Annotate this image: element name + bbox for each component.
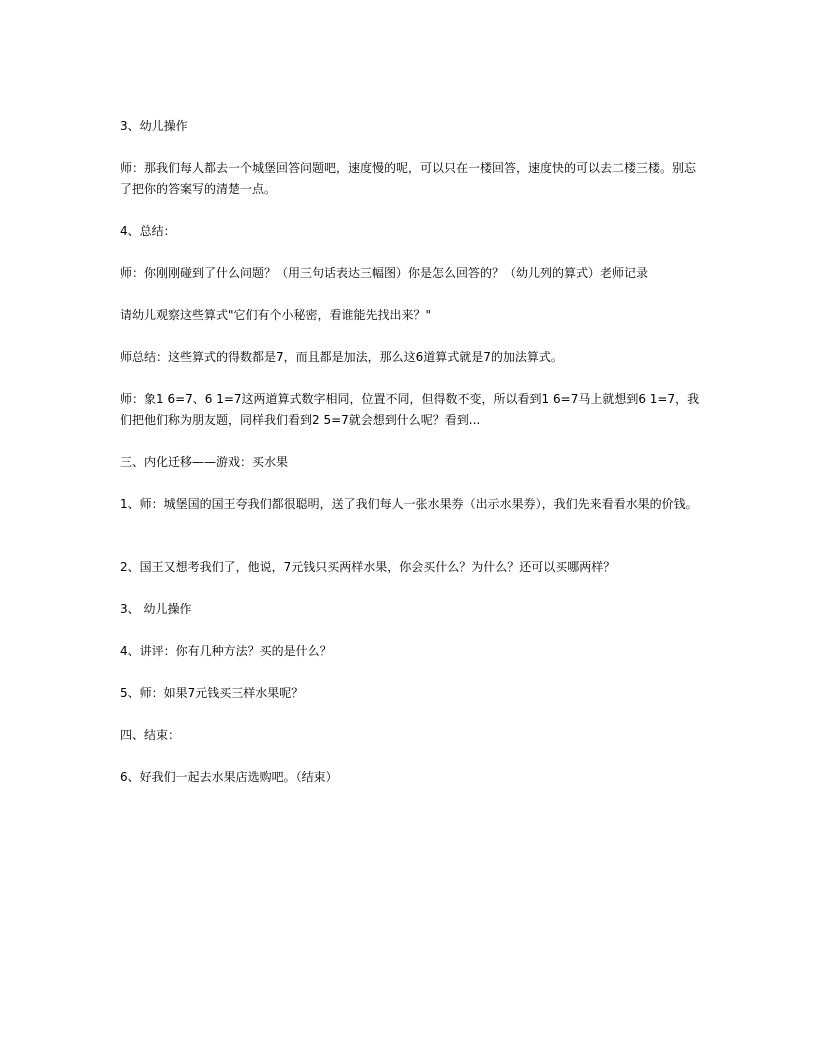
paragraph-step-4-summary: 4、总结： [120,224,176,238]
paragraph-observe-formulas: 请幼儿观察这些算式"它们有个小秘密，看谁能先找出来？" [120,308,432,322]
paragraph-go-fruit-shop: 6、好我们一起去水果店选购吧。（结束） [120,770,338,784]
paragraph-three-fruits: 5、师：如果7元钱买三样水果呢？ [120,686,304,700]
paragraph-friend-problems: 师：象1 6=7、6 1=7这两道算式数字相同，位置不同，但得数不变，所以看到1 6=7马上就想到6 1=7，我们把他们称为朋友题，同样我们看到2 5=7就会想到什么呢？看到... [120,392,700,427]
paragraph-review-methods: 4、讲评：你有几种方法？买的是什么？ [120,644,332,658]
paragraph-step-3-children-operate: 3、幼儿操作 [120,119,188,133]
paragraph-teacher-castle-questions: 师：那我们每人都去一个城堡回答问题吧，速度慢的呢，可以只在一楼回答，速度快的可以去二楼三楼。别忘了把你的答案写的清楚一点。 [120,161,697,196]
paragraph-king-question: 2、国王又想考我们了，他说，7元钱只买两样水果，你会买什么？为什么？还可以买哪两样？ [120,560,616,574]
section-heading-internalize-game: 三、内化迁移——游戏：买水果 [120,455,289,469]
paragraph-fruit-voucher: 1、师：城堡国的国王夸我们都很聪明，送了我们每人一张水果券（出示水果券），我们先来看看水果的价钱。 [120,497,698,511]
section-heading-ending: 四、结束： [120,728,181,742]
paragraph-step-3-children-operate-2: 3、 幼儿操作 [120,602,192,616]
paragraph-teacher-conclusion: 师总结：这些算式的得数都是7，而且都是加法，那么这6道算式就是7的加法算式。 [120,350,563,364]
paragraph-teacher-problems-met: 师：你刚刚碰到了什么问题？（用三句话表达三幅图）你是怎么回答的？（幼儿列的算式）老师记录 [120,266,649,280]
